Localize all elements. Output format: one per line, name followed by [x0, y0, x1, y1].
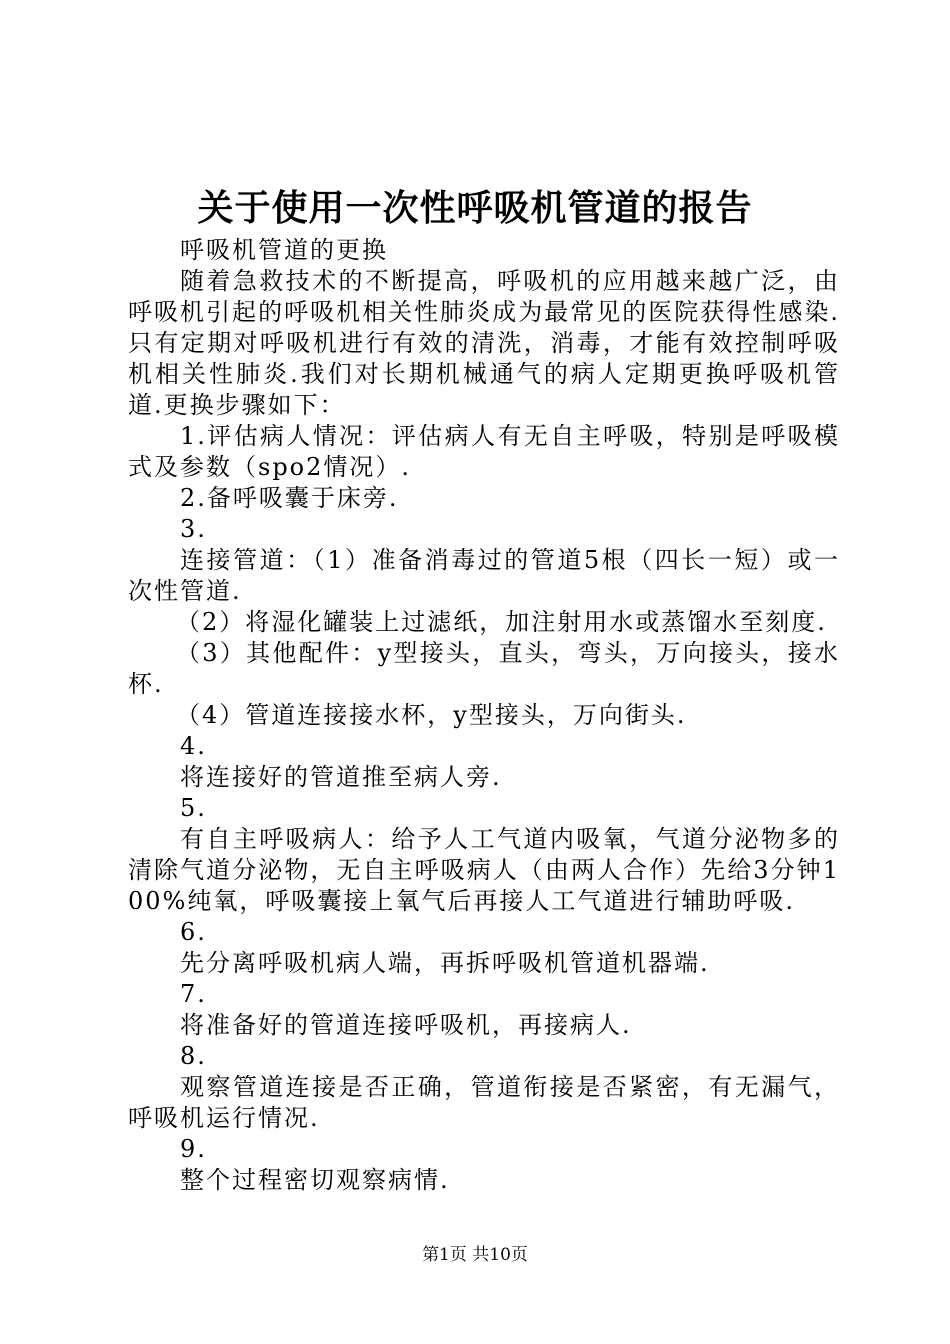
step-6-paragraph: 先分离呼吸机病人端，再拆呼吸机管道机器端.	[180, 949, 710, 977]
section-heading: 呼吸机管道的更换	[180, 236, 388, 264]
page-footer: 第1页 共10页	[422, 1245, 528, 1265]
step-8-number: 8.	[180, 1042, 207, 1070]
page-title: 关于使用一次性呼吸机管道的报告	[197, 187, 753, 229]
step-3-paragraph: 连接管道：（1）准备消毒过的管道5根（四长一短）或一次性管道.	[128, 546, 840, 605]
step-7-paragraph: 将准备好的管道连接呼吸机，再接病人.	[180, 1011, 632, 1039]
step-6-number: 6.	[180, 918, 207, 946]
step-2-paragraph: 2.备呼吸囊于床旁.	[180, 484, 399, 512]
step-5-number: 5.	[180, 794, 207, 822]
step-3-substep-4: （4）管道连接接水杯，y型接头，万向街头.	[176, 701, 687, 729]
step-8-paragraph: 观察管道连接是否正确，管道衔接是否紧密，有无漏气，呼吸机运行情况.	[128, 1073, 840, 1132]
document-body	[128, 235, 840, 1196]
step-3-substep-2: （2）将湿化罐装上过滤纸，加注射用水或蒸馏水至刻度.	[176, 608, 827, 636]
step-4-paragraph: 将连接好的管道推至病人旁.	[180, 763, 502, 791]
step-9-paragraph: 整个过程密切观察病情.	[180, 1166, 450, 1194]
step-9-number: 9.	[180, 1135, 207, 1163]
step-4-number: 4.	[180, 732, 207, 760]
step-3-substep-3: （3）其他配件：y型接头，直头，弯头，万向接头，接水杯.	[128, 639, 840, 698]
step-3-number: 3.	[180, 515, 207, 543]
intro-paragraph: 随着急救技术的不断提高，呼吸机的应用越来越广泛，由呼吸机引起的呼吸机相关性肺炎成为最常见的医院获得性感染.只有定期对呼吸机进行有效的清洗，消毒，才能有效控制呼吸机相关性肺炎.我们对长期机械通气的病人定期更换呼吸机管道.更换步骤如下：	[128, 267, 840, 419]
step-1-paragraph: 1.评估病人情况：评估病人有无自主呼吸，特别是呼吸模式及参数（spo2情况）.	[128, 422, 840, 481]
step-5-paragraph: 有自主呼吸病人：给予人工气道内吸氧，气道分泌物多的清除气道分泌物，无自主呼吸病人（由两人合作）先给3分钟100%纯氧，呼吸囊接上氧气后再接人工气道进行辅助呼吸.	[128, 825, 840, 915]
step-7-number: 7.	[180, 980, 207, 1008]
